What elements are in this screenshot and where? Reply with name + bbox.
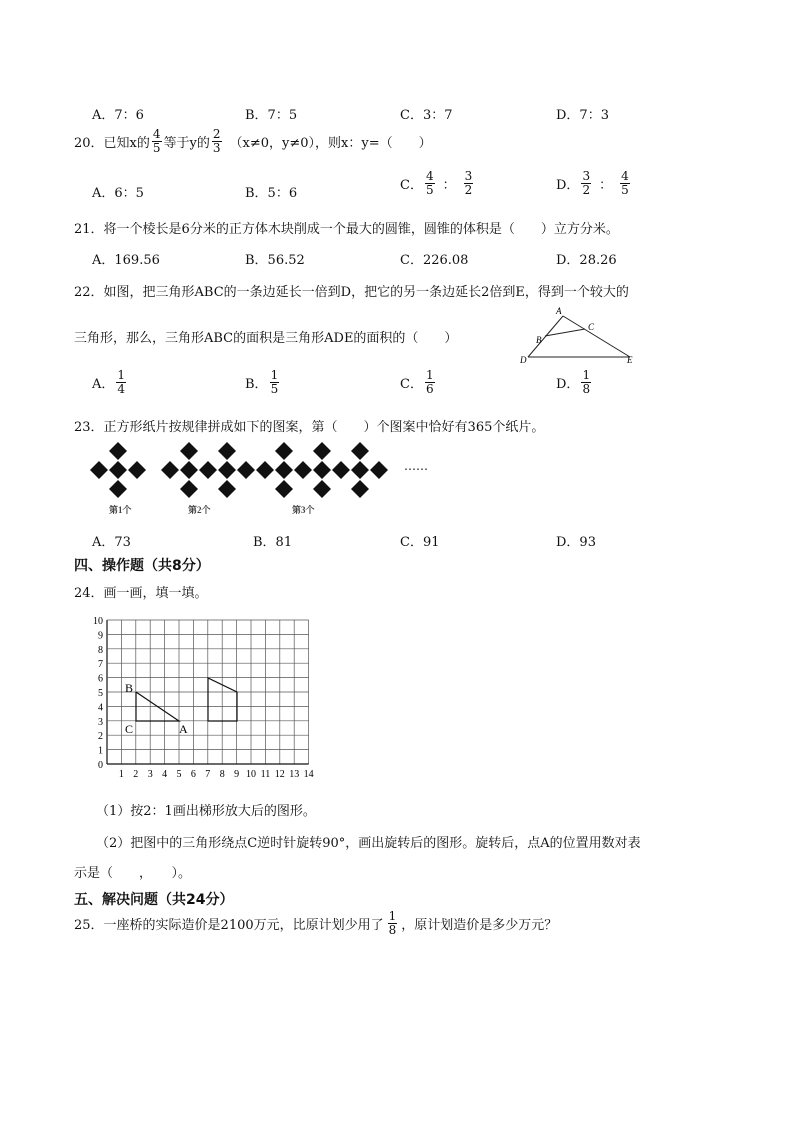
frac-den: 5 xyxy=(621,182,629,197)
paper-square xyxy=(90,461,108,479)
caption-1: 第1个 xyxy=(109,505,132,515)
frac-den: 2 xyxy=(464,182,473,197)
paper-square xyxy=(180,461,198,479)
paper-square xyxy=(199,461,217,479)
pattern-group xyxy=(90,442,388,498)
frac-den: 8 xyxy=(582,381,591,396)
q22-line-1: 22．如图，把三角形ABC的一条边延长一倍到D，把它的另一条边延长2倍到E，得到一个较大的 xyxy=(74,285,629,300)
frac-num: 4 xyxy=(621,169,629,183)
pattern-ellipsis: …… xyxy=(404,459,428,473)
y-tick-label: 7 xyxy=(98,659,103,671)
paper-square xyxy=(109,442,127,460)
q20-text-1: 已知x的 xyxy=(103,135,150,151)
q25-text-1: 25．一座桥的实际造价是2100万元，比原计划少用了 xyxy=(74,917,384,933)
option-prefix: A． xyxy=(92,376,115,392)
paper-square xyxy=(237,461,255,479)
q21-option-d: D．28.26 xyxy=(556,253,617,268)
paper-square xyxy=(109,461,127,479)
coordinate-grid xyxy=(88,612,328,787)
q23-option-a: A．73 xyxy=(92,535,131,550)
x-tick-label: 14 xyxy=(303,769,314,780)
fraction xyxy=(270,369,280,395)
paper-square xyxy=(351,480,369,498)
x-tick-label: 9 xyxy=(234,769,240,780)
q20-text-3: （x≠0，y≠0），则x：y=（ ） xyxy=(229,135,432,151)
y-tick-label: 3 xyxy=(98,716,103,728)
option-prefix: C． xyxy=(400,376,423,392)
frac-num: 1 xyxy=(388,909,397,923)
x-tick-label: 10 xyxy=(246,769,256,780)
q24-question: 24．画一画，填一填。 xyxy=(74,586,208,601)
q23-option-c: C．91 xyxy=(400,535,440,550)
frac-num: 4 xyxy=(152,127,161,141)
y-tick-label: 8 xyxy=(98,644,103,656)
x-tick-label: 2 xyxy=(133,769,139,780)
q20-text-2: 等于y的 xyxy=(163,135,210,151)
q22-option-a xyxy=(92,369,128,395)
section-5-heading: 五、解决问题（共24分） xyxy=(74,892,234,908)
paper-square xyxy=(218,461,236,479)
option-prefix: D． xyxy=(556,376,580,392)
paper-square xyxy=(256,461,274,479)
q22-option-b xyxy=(245,369,281,395)
frac-den: 8 xyxy=(388,922,397,937)
q21-option-a: A．169.56 xyxy=(92,253,160,268)
y-tick-label: 10 xyxy=(93,616,103,627)
paper-square xyxy=(370,461,388,479)
q20-question xyxy=(74,128,432,154)
paper-square xyxy=(332,461,350,479)
x-tick-label: 4 xyxy=(162,769,168,780)
fraction xyxy=(425,369,435,395)
caption-2: 第2个 xyxy=(188,505,211,515)
q20-number: 20． xyxy=(74,135,104,151)
fraction xyxy=(620,170,630,196)
x-tick-label: 3 xyxy=(147,769,153,780)
fraction xyxy=(464,170,474,196)
q19-option-c: C．3：7 xyxy=(400,108,453,123)
q23-question: 23．正方形纸片按规律拼成如下的图案，第（ ）个图案中恰好有365个纸片。 xyxy=(74,420,545,435)
q22-line-2: 三角形，那么，三角形ABC的面积是三角形ADE的面积的（ ） xyxy=(74,331,458,346)
x-tick-label: 13 xyxy=(289,769,300,780)
frac-den: 6 xyxy=(425,381,434,396)
option-prefix: D． xyxy=(556,177,580,193)
triangle-figure xyxy=(518,305,638,367)
paper-square xyxy=(218,442,236,460)
q25-fraction xyxy=(388,910,398,936)
y-tick-label: 4 xyxy=(98,702,103,714)
frac-num: 1 xyxy=(117,368,126,382)
frac-num: 1 xyxy=(270,368,279,382)
frac-den: 2 xyxy=(582,182,591,197)
paper-square xyxy=(161,461,179,479)
colon: ： xyxy=(599,177,613,193)
q23-option-d: D．93 xyxy=(556,535,596,550)
frac-den: 5 xyxy=(152,140,161,155)
grid-tick-labels xyxy=(93,616,314,780)
q19-option-a: A．7：6 xyxy=(92,108,144,123)
q24-sub-2-line-2: 示是（ ， ）。 xyxy=(74,866,192,881)
frac-num: 1 xyxy=(582,368,591,382)
q19-option-b: B．7：5 xyxy=(245,108,298,123)
frac-den: 5 xyxy=(425,182,434,197)
paper-square xyxy=(313,461,331,479)
side-AE xyxy=(563,316,630,357)
fraction xyxy=(116,369,126,395)
x-tick-label: 8 xyxy=(219,769,225,780)
frac-num: 2 xyxy=(212,127,221,141)
frac-den: 5 xyxy=(270,381,279,396)
y-tick-label: 0 xyxy=(98,760,103,771)
paper-square xyxy=(180,442,198,460)
q22-option-c xyxy=(400,369,437,395)
q20-option-c xyxy=(400,170,475,196)
q25-text-2: ，原计划造价是多少万元？ xyxy=(401,917,558,933)
q21-option-c: C．226.08 xyxy=(400,253,469,268)
y-tick-label: 2 xyxy=(98,731,103,743)
x-tick-label: 7 xyxy=(205,769,211,780)
paper-square xyxy=(128,461,146,479)
q20-option-d xyxy=(556,170,632,196)
x-tick-label: 11 xyxy=(260,769,271,780)
paper-square xyxy=(275,461,293,479)
paper-square xyxy=(351,442,369,460)
x-tick-label: 1 xyxy=(118,769,124,780)
point-C-label: C xyxy=(588,322,595,332)
point-A-label: A xyxy=(556,306,562,316)
frac-den: 3 xyxy=(212,140,221,155)
paper-square xyxy=(218,480,236,498)
x-tick-label: 6 xyxy=(190,769,196,780)
q23-option-b: B．81 xyxy=(253,535,293,550)
paper-square xyxy=(351,461,369,479)
x-tick-label: 5 xyxy=(176,769,182,780)
frac-num: 1 xyxy=(425,368,434,382)
q20-fraction-1 xyxy=(152,128,162,154)
square-pattern-figure xyxy=(88,442,388,522)
paper-square xyxy=(275,442,293,460)
label-C: C xyxy=(125,722,134,736)
fraction xyxy=(425,170,435,196)
q21-option-b: B．56.52 xyxy=(245,253,305,268)
y-tick-label: 5 xyxy=(98,688,103,699)
point-B-label: B xyxy=(536,335,542,345)
paper-square xyxy=(180,480,198,498)
q20-option-b: B．5：6 xyxy=(245,186,298,201)
x-tick-label: 12 xyxy=(274,769,285,780)
y-tick-label: 1 xyxy=(98,745,103,757)
paper-square xyxy=(275,480,293,498)
point-E-label: E xyxy=(627,355,633,365)
side-AD xyxy=(528,316,563,357)
y-tick-label: 9 xyxy=(98,630,103,642)
frac-num: 3 xyxy=(582,169,591,183)
fraction xyxy=(581,170,591,196)
label-A: A xyxy=(179,722,188,736)
q21-question: 21．将一个棱长是6分米的正方体木块削成一个最大的圆锥，圆锥的体积是（ ）立方分米。 xyxy=(74,222,619,237)
paper-square xyxy=(313,442,331,460)
q25-question xyxy=(74,910,557,936)
option-prefix: C． xyxy=(400,177,423,193)
frac-num: 3 xyxy=(464,169,473,183)
q24-sub-2-line-1: （2）把图中的三角形绕点C逆时针旋转90°，画出旋转后的图形。旋转后，点A的位置用数对表 xyxy=(96,836,641,851)
q20-fraction-2 xyxy=(212,128,222,154)
fraction xyxy=(581,369,591,395)
colon: ： xyxy=(442,177,456,193)
caption-3: 第3个 xyxy=(292,505,315,515)
paper-square xyxy=(294,461,312,479)
frac-den: 4 xyxy=(117,381,126,396)
frac-num: 4 xyxy=(425,169,434,183)
q20-option-a: A．6：5 xyxy=(92,186,144,201)
option-prefix: B． xyxy=(245,376,268,392)
q22-option-d xyxy=(556,369,593,395)
section-4-heading: 四、操作题（共8分） xyxy=(74,558,210,574)
label-B: B xyxy=(125,681,134,695)
q19-option-d: D．7：3 xyxy=(556,108,609,123)
q24-sub-1: （1）按2：1画出梯形放大后的图形。 xyxy=(96,804,316,819)
paper-square xyxy=(109,480,127,498)
paper-square xyxy=(313,480,331,498)
y-tick-label: 6 xyxy=(98,673,103,685)
point-D-label: D xyxy=(520,355,527,365)
